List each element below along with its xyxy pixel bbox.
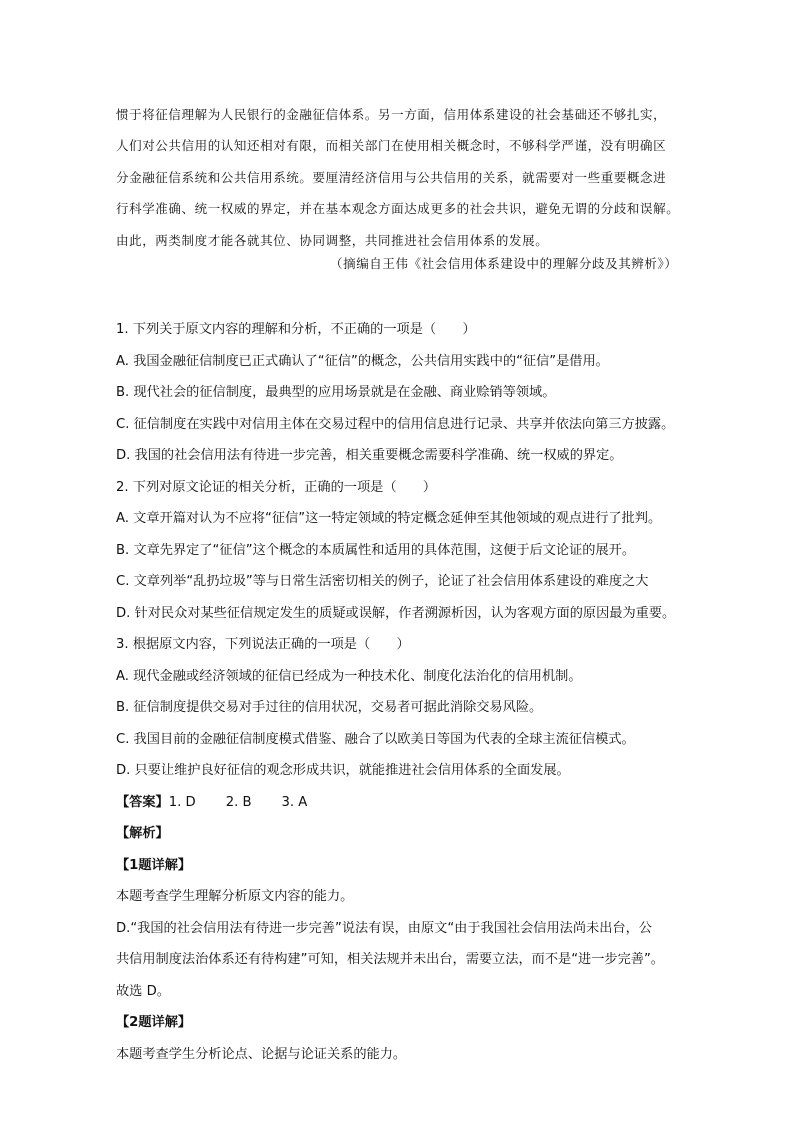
question-option: B. 征信制度提供交易对手过往的信用状况，交易者可据此消除交易风险。 [116,700,543,715]
q2-detail-heading: 【2题详解】 [116,1015,192,1030]
question-option: D. 我国的社会信用法有待进一步完善，相关重要概念需要科学准确、统一权威的界定。 [116,448,623,463]
question-option: C. 我国目前的金融征信制度模式借鉴、融合了以欧美日等国为代表的全球主流征信模式。 [116,731,635,747]
question-option: B. 文章先界定了“征信”这个概念的本质属性和适用的具体范围，这便于后文论证的展开。 [116,542,636,558]
analysis-label: 【解析】 [116,826,169,841]
question-option: A. 现代金融或经济领域的征信已经成为一种技术化、制度化法治化的信用机制。 [116,668,582,684]
passage-line: 由此，两类制度才能各就其位、协同调整，共同推进社会信用体系的发展。 [116,232,549,248]
q2-intro: 本题考查学生分析论点、论据与论证关系的能力。 [116,1046,407,1062]
q1-detail-heading: 【1题详解】 [116,857,192,873]
question-option: D. 只要让维护良好征信的观念形成共识，就能推进社会信用体系的全面发展。 [116,763,570,778]
q1-detail-line: D.“我国的社会信用法有待进一步完善”说法有误，由原文“由于我国社会信用法尚未出台，公 [116,920,652,936]
answer-line [116,787,706,819]
question-stem: 3. 根据原文内容，下列说法正确的一项是（ ） [116,637,410,652]
passage-line: 惯于将征信理解为人民银行的金融征信体系。另一方面，信用体系建设的社会基础还不够扎实， [116,107,667,122]
question-stem: 2. 下列对原文论证的相关分析，正确的一项是（ ） [116,479,437,495]
question-option: B. 现代社会的征信制度，最典型的应用场景就是在金融、商业赊销等领域。 [116,385,556,400]
answer-item: 2. B [225,794,252,810]
question-option: C. 征信制度在实践中对信用主体在交易过程中的信用信息进行记录、共享并依法向第三方披露。 [116,416,675,432]
passage-line: 分金融征信系统和公共信用系统。要厘清经济信用与公共信用的关系，就需要对一些重要概念进 [116,169,667,185]
passage-line: 人们对公共信用的认知还相对有限，而相关部门在使用相关概念时，不够科学严谨，没有明确区 [116,138,667,154]
passage-line: 行科学准确、统一权威的界定，并在基本观念方面达成更多的社会共识，避免无谓的分歧和误解。 [116,201,680,217]
answer-item: 1. D [168,794,196,810]
question-stem: 1. 下列关于原文内容的理解和分析，不正确的一项是（ ） [116,322,476,337]
answer-item: 3. A [281,794,308,810]
question-option: C. 文章列举“乱扔垃圾”等与日常生活密切相关的例子，论证了社会信用体系建设的难度之大 [116,574,649,589]
answer-label: 【答案】 [116,794,169,810]
question-option: D. 针对民众对某些征信规定发生的质疑或误解，作者溯源析因，认为客观方面的原因最为重要。 [116,605,676,621]
q1-detail-line: 故选 D。 [116,983,170,999]
q1-detail-line: 共信用制度法治体系还有待构建”可知，相关法规并未出台，需要立法，而不是“进一步完善”。 [116,952,664,967]
passage-source: （摘编自王伟《社会信用体系建设中的理解分歧及其辨析》） [330,256,678,271]
question-section [116,314,706,1070]
reading-passage [116,99,696,256]
question-option: A. 文章开篇对认为不应将“征信”这一特定领域的特定概念延伸至其他领域的观点进行了批判。 [116,511,662,526]
question-option: A. 我国金融征信制度已正式确认了“征信”的概念，公共信用实践中的“征信”是借用。 [116,353,609,369]
q1-intro: 本题考查学生理解分析原文内容的能力。 [116,889,354,904]
